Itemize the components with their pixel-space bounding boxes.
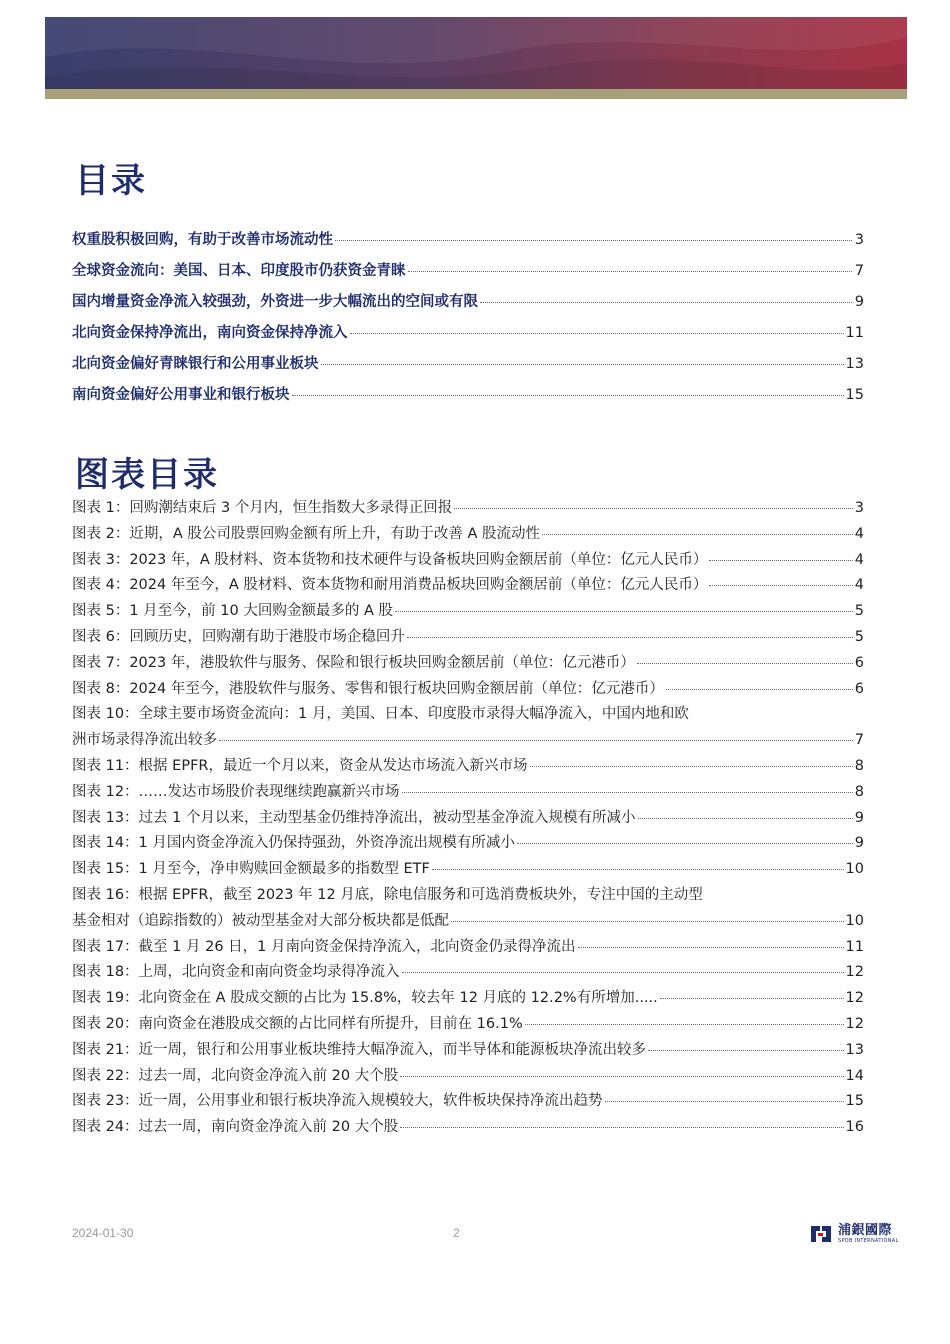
entry-title[interactable]: 图表 23：近一周，公用事业和银行板块净流入规模较大，软件板块保持净流出趋势 — [72, 1093, 603, 1110]
figure-entry[interactable] — [72, 780, 864, 806]
figure-entry[interactable] — [72, 935, 864, 961]
entry-page-number: 9 — [854, 809, 864, 826]
dot-leader — [432, 869, 844, 870]
entry-page-number: 13 — [845, 1041, 864, 1058]
entry-title[interactable]: 图表 6：回顾历史，回购潮有助于港股市场企稳回升 — [72, 628, 405, 645]
entry-page-number: 12 — [845, 1015, 864, 1032]
entry-page-number: 12 — [845, 990, 864, 1007]
figure-entry[interactable] — [72, 986, 864, 1012]
figure-entry[interactable] — [72, 1038, 864, 1064]
entry-page-number: 5 — [854, 603, 864, 620]
entry-title[interactable]: 图表 1：回购潮结束后 3 个月内，恒生指数大多录得正回报 — [72, 500, 453, 516]
figure-entry[interactable] — [72, 831, 864, 857]
entry-page-number: 11 — [845, 325, 864, 341]
dot-leader — [578, 947, 844, 948]
entry-title[interactable]: 图表 22：过去一周，北向资金净流入前 20 大个股 — [72, 1067, 399, 1084]
dot-leader — [402, 792, 853, 793]
dot-leader — [660, 998, 844, 999]
dot-leader — [542, 534, 853, 535]
dot-leader — [605, 1101, 844, 1102]
toc-entry[interactable] — [72, 352, 864, 383]
entry-page-number: 5 — [854, 628, 864, 645]
dot-leader — [335, 240, 852, 241]
dot-leader — [637, 663, 853, 664]
entry-title[interactable]: 图表 5：1 月至今，前 10 大回购金额最多的 A 股 — [72, 603, 393, 620]
entry-title[interactable]: 图表 20：南向资金在港股成交额的占比同样有所提升，目前在 16.1% — [72, 1015, 523, 1032]
figure-entry[interactable] — [72, 702, 864, 728]
entry-page-number: 10 — [845, 861, 864, 878]
entry-title[interactable]: 图表 3：2023 年，A 股材料、资本货物和技术硬件与设备板块回购金额居前（单位：亿元人民币） — [72, 551, 708, 568]
entry-title[interactable]: 图表 11：根据 EPFR，最近一个月以来，资金从发达市场流入新兴市场 — [72, 757, 528, 774]
entry-page-number: 15 — [845, 1093, 864, 1110]
figure-entry[interactable] — [72, 1115, 864, 1141]
figure-entry[interactable] — [72, 1089, 864, 1115]
figure-entry[interactable] — [72, 599, 864, 625]
dot-leader — [321, 364, 844, 365]
logo-chinese-name: 浦銀國際 — [838, 1222, 893, 1238]
toc-entry[interactable] — [72, 290, 864, 321]
figure-entry[interactable] — [72, 806, 864, 832]
entry-page-number: 9 — [854, 835, 864, 852]
entry-page-number: 4 — [854, 577, 864, 594]
company-logo — [808, 1222, 899, 1246]
dot-leader — [666, 689, 853, 690]
entry-title[interactable]: 图表 7：2023 年，港股软件与服务、保险和银行板块回购金额居前（单位：亿元港币） — [72, 654, 635, 671]
entry-page-number: 14 — [845, 1067, 864, 1084]
entry-title[interactable]: 图表 12：……发达市场股价表现继续跑赢新兴市场 — [72, 783, 400, 800]
dot-leader — [451, 921, 844, 922]
figure-entry[interactable] — [72, 677, 864, 703]
entry-title[interactable]: 权重股积极回购，有助于改善市场流动性 — [72, 232, 333, 248]
dot-leader — [648, 1050, 843, 1051]
entry-title[interactable]: 全球资金流向：美国、日本、印度股市仍获资金青睐 — [72, 263, 406, 279]
figure-entry[interactable] — [72, 754, 864, 780]
figure-entry[interactable] — [72, 1064, 864, 1090]
entry-page-number: 15 — [845, 387, 864, 403]
figure-entry[interactable] — [72, 625, 864, 651]
dot-leader — [395, 611, 853, 612]
figure-entry[interactable] — [72, 960, 864, 986]
entry-title[interactable]: 图表 16：根据 EPFR，截至 2023 年 12 月底，除电信服务和可选消费板块外，专注中国的主动型 — [72, 886, 703, 903]
entry-title[interactable]: 国内增量资金净流入较强劲，外资进一步大幅流出的空间或有限 — [72, 294, 478, 310]
entry-title[interactable]: 图表 14：1 月国内资金净流入仍保持强劲，外资净流出规模有所减小 — [72, 835, 515, 852]
entry-page-number: 7 — [854, 263, 864, 279]
figure-entry[interactable] — [72, 1012, 864, 1038]
figure-list — [72, 496, 864, 1141]
figure-entry[interactable] — [72, 548, 864, 574]
entry-title[interactable]: 北向资金保持净流出，南向资金保持净流入 — [72, 325, 348, 341]
entry-title[interactable]: 图表 2：近期，A 股公司股票回购金额有所上升，有助于改善 A 股流动性 — [72, 525, 540, 542]
entry-page-number: 13 — [845, 356, 864, 372]
entry-title[interactable]: 图表 17：截至 1 月 26 日，1 月南向资金保持净流入，北向资金仍录得净流出 — [72, 938, 576, 955]
entry-title[interactable]: 图表 18：上周，北向资金和南向资金均录得净流入 — [72, 964, 400, 981]
dot-leader — [400, 1076, 843, 1077]
dot-leader — [638, 818, 853, 819]
entry-page-number: 7 — [854, 732, 864, 749]
entry-page-number: 4 — [854, 525, 864, 542]
toc-list — [72, 228, 864, 414]
banner-wave-decoration — [45, 17, 907, 89]
figure-entry[interactable] — [72, 496, 864, 522]
dot-leader — [530, 766, 853, 767]
entry-title[interactable]: 洲市场录得净流出较多 — [72, 732, 217, 749]
figure-entry[interactable] — [72, 728, 864, 754]
entry-page-number: 16 — [845, 1119, 864, 1136]
dot-leader — [709, 560, 852, 561]
entry-title[interactable]: 图表 15：1 月至今，净申购赎回金额最多的指数型 ETF — [72, 861, 430, 878]
figure-entry[interactable] — [72, 909, 864, 935]
entry-page-number: 3 — [854, 232, 864, 248]
header-accent-bar — [45, 89, 907, 99]
dot-leader — [407, 637, 853, 638]
figure-entry[interactable] — [72, 522, 864, 548]
entry-page-number: 11 — [845, 938, 864, 955]
entry-title[interactable]: 基金相对（追踪指数的）被动型基金对大部分板块都是低配 — [72, 912, 449, 929]
entry-title[interactable]: 图表 10：全球主要市场资金流向：1 月，美国、日本、印度股市录得大幅净流入，中国内地和欧 — [72, 706, 689, 723]
entry-title[interactable]: 图表 19：北向资金在 A 股成交额的占比为 15.8%，较去年 12 月底的 12.2%有所增加..... — [72, 990, 658, 1007]
toc-heading: 目录 — [75, 161, 147, 201]
toc-entry[interactable] — [72, 259, 864, 290]
dot-leader — [292, 395, 844, 396]
entry-title[interactable]: 图表 8：2024 年至今，港股软件与服务、零售和银行板块回购金额居前（单位：亿元港币） — [72, 680, 664, 697]
entry-page-number: 6 — [854, 654, 864, 671]
entry-page-number: 4 — [854, 551, 864, 568]
entry-title[interactable]: 图表 4：2024 年至今，A 股材料、资本货物和耐用消费品板块回购金额居前（单位：亿元人民币） — [72, 577, 708, 594]
entry-title[interactable]: 图表 21：近一周，银行和公用事业板块维持大幅净流入，而半导体和能源板块净流出较多 — [72, 1041, 647, 1058]
entry-title[interactable]: 图表 13：过去 1 个月以来，主动型基金仍维持净流出，被动型基金净流入规模有所减小 — [72, 809, 636, 826]
figure-entry[interactable] — [72, 651, 864, 677]
entry-page-number: 3 — [854, 500, 864, 516]
figure-entry[interactable] — [72, 857, 864, 883]
entry-page-number: 6 — [854, 680, 864, 697]
entry-page-number: 9 — [854, 294, 864, 310]
entry-page-number: 10 — [845, 912, 864, 929]
dot-leader — [525, 1024, 844, 1025]
dot-leader — [480, 302, 852, 303]
entry-page-number: 8 — [854, 757, 864, 774]
dot-leader — [454, 508, 852, 509]
entry-title[interactable]: 北向资金偏好青睐银行和公用事业板块 — [72, 356, 319, 372]
entry-page-number: 12 — [845, 964, 864, 981]
dot-leader — [517, 843, 853, 844]
logo-english-name: SPDB INTERNATIONAL — [838, 1237, 899, 1244]
dot-leader — [219, 740, 853, 741]
dot-leader — [709, 585, 852, 586]
figure-list-heading: 图表目录 — [75, 455, 219, 495]
dot-leader — [350, 333, 844, 334]
entry-title[interactable]: 南向资金偏好公用事业和银行板块 — [72, 387, 290, 403]
figure-entry[interactable] — [72, 573, 864, 599]
header-banner — [45, 17, 907, 89]
footer-date: 2024-01-30 — [72, 1226, 134, 1240]
toc-entry[interactable] — [72, 383, 864, 414]
entry-page-number: 8 — [854, 783, 864, 800]
footer-page-number: 2 — [453, 1226, 460, 1240]
dot-leader — [400, 1127, 843, 1128]
entry-title[interactable]: 图表 24：过去一周，南向资金净流入前 20 大个股 — [72, 1119, 399, 1136]
toc-entry[interactable] — [72, 228, 864, 259]
spdb-logo-icon — [808, 1223, 834, 1245]
dot-leader — [408, 271, 853, 272]
figure-entry[interactable] — [72, 883, 864, 909]
toc-entry[interactable] — [72, 321, 864, 352]
dot-leader — [402, 972, 844, 973]
